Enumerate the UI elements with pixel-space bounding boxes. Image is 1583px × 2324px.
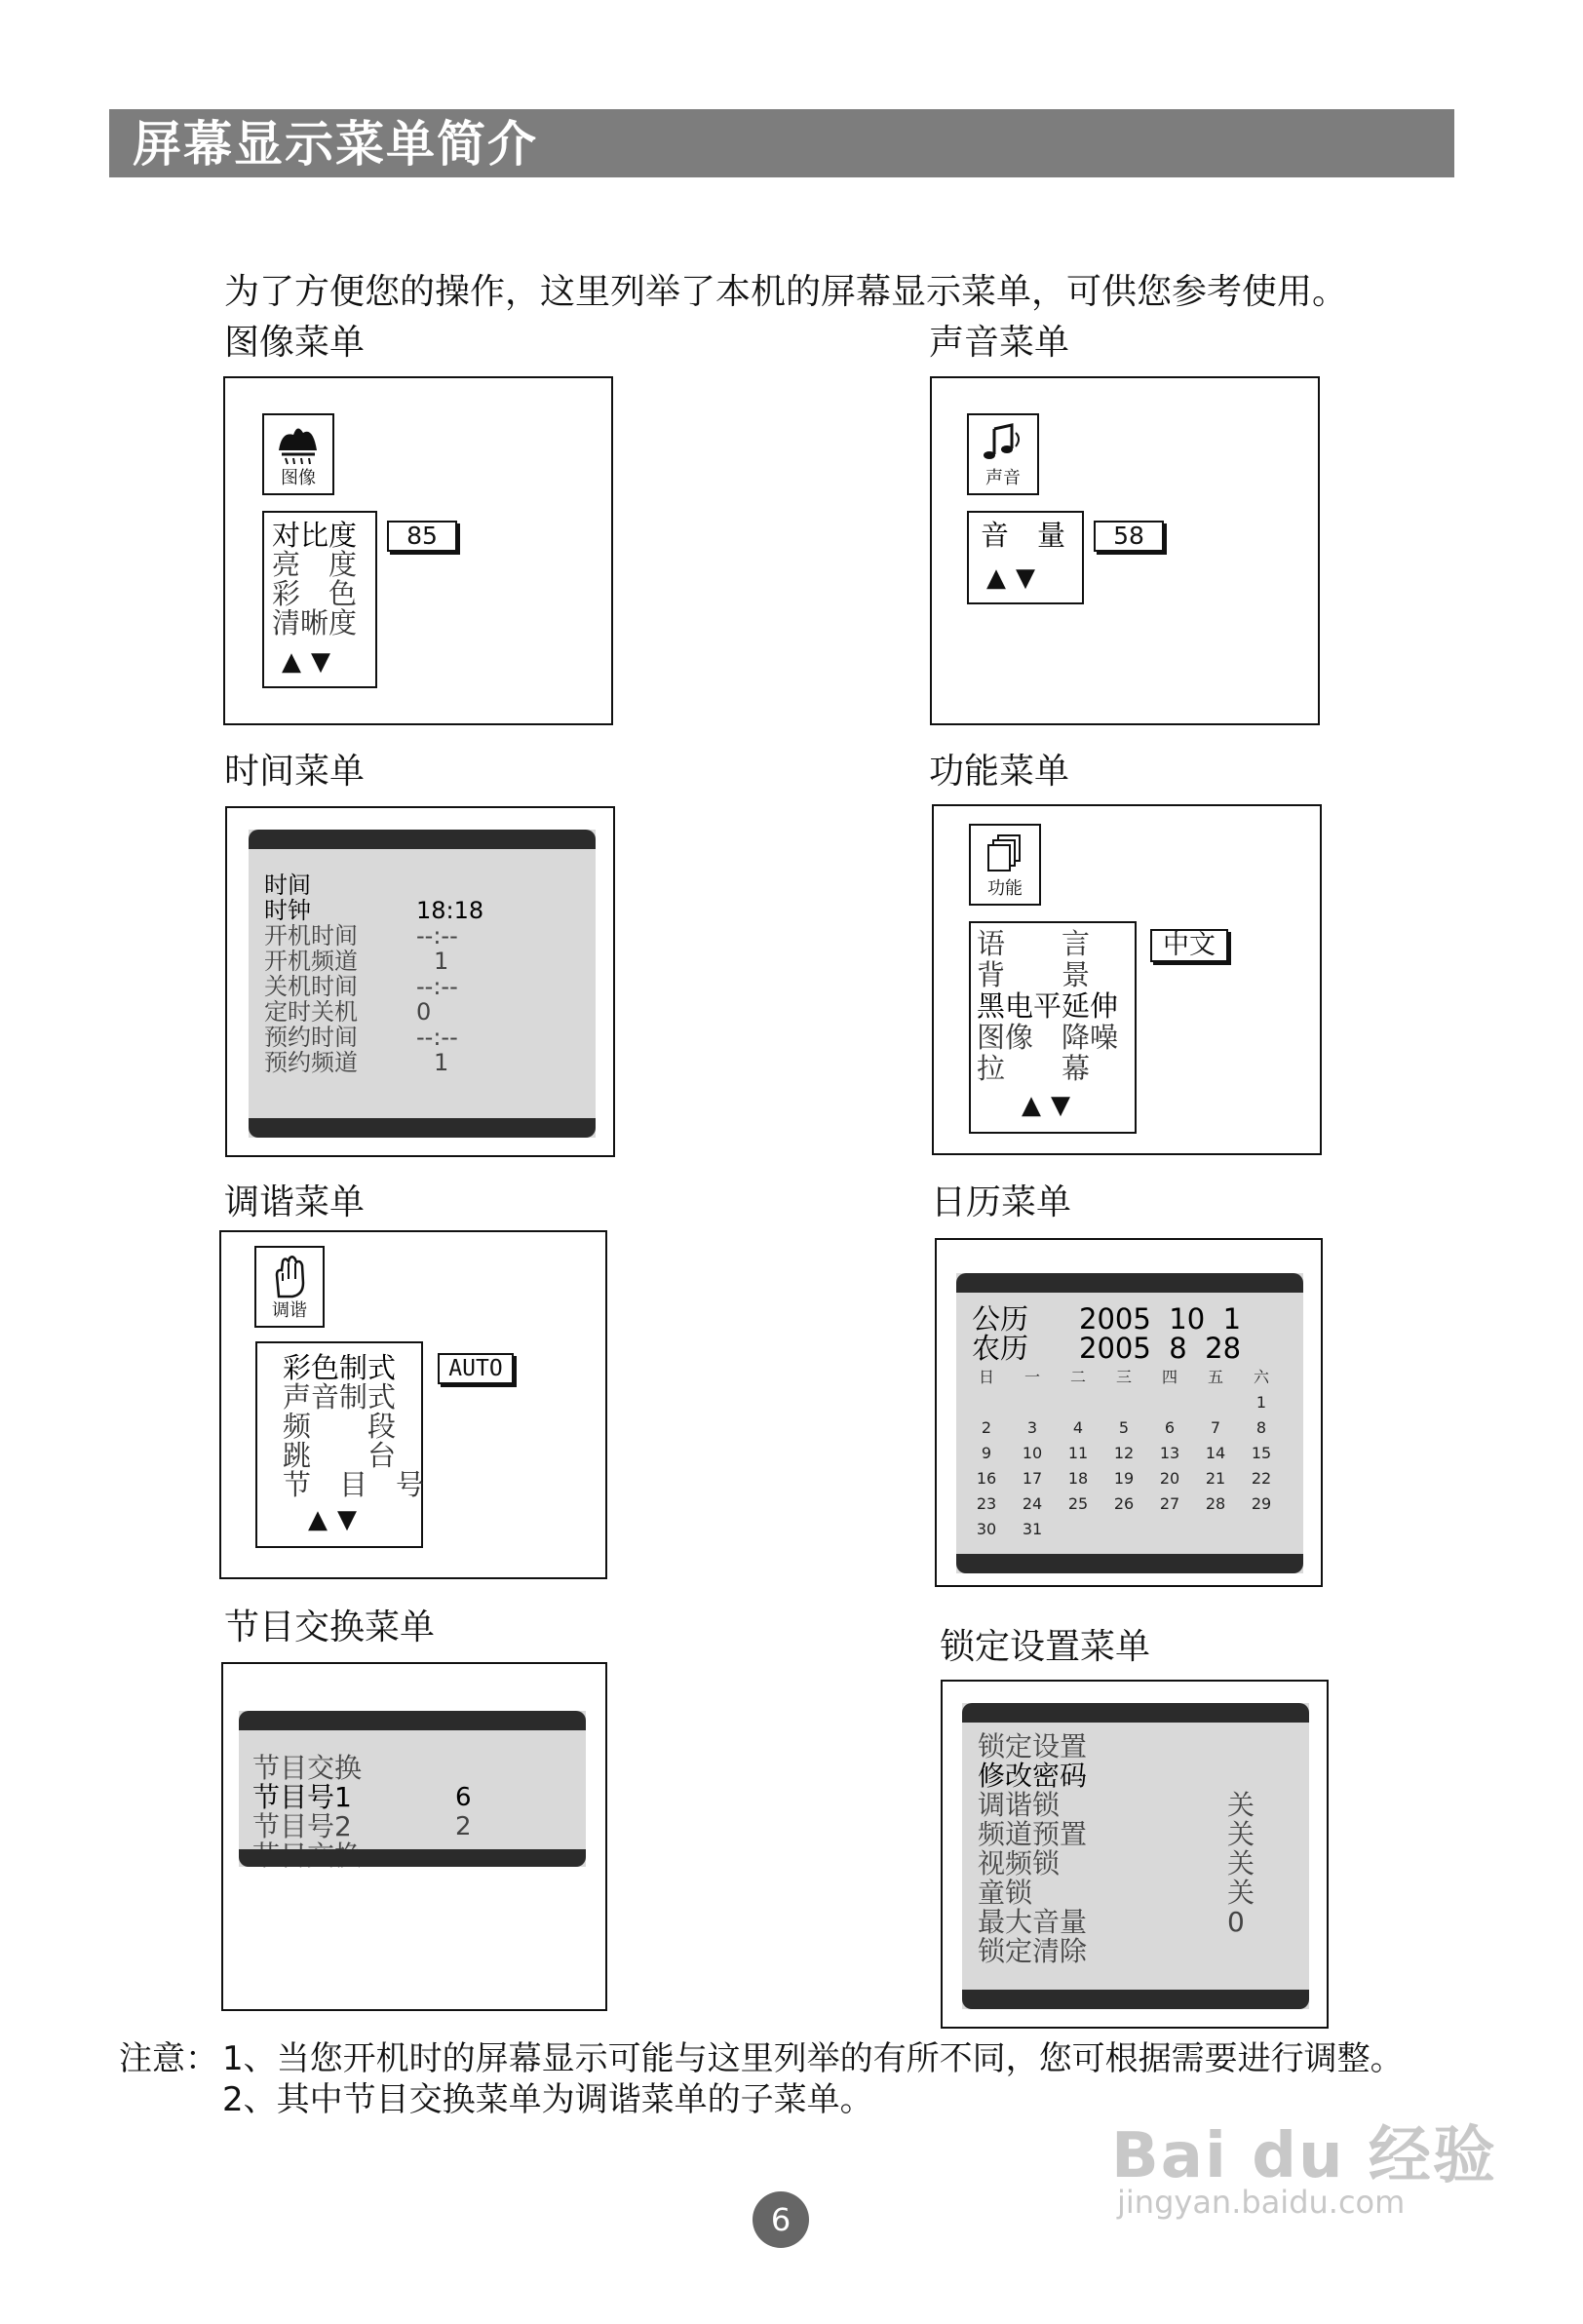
calendar-day: 7 xyxy=(1210,1418,1221,1437)
time-row-value: 0 xyxy=(416,998,432,1026)
calendar-day: 27 xyxy=(1159,1494,1180,1513)
lock-row-label[interactable]: 调谐锁 xyxy=(978,1789,1061,1821)
up-down-arrows-icon[interactable]: ▲▼ xyxy=(282,647,340,677)
solar-date: 2005 10 1 xyxy=(1079,1302,1242,1336)
note-line-2: 2、其中节目交换菜单为调谐菜单的子菜单。 xyxy=(222,2080,873,2119)
pages-icon xyxy=(981,832,1029,878)
up-down-arrows-icon[interactable]: ▲▼ xyxy=(308,1505,367,1534)
panel-top-bar xyxy=(249,830,596,849)
calendar-day: 31 xyxy=(1022,1520,1043,1538)
function-option-list xyxy=(969,921,1137,1134)
sound-icon-box xyxy=(967,413,1039,495)
weekday-label: 一 xyxy=(1023,1368,1040,1386)
sound-value: 58 xyxy=(1094,521,1164,552)
calendar-day: 25 xyxy=(1067,1494,1089,1513)
picture-menu-title: 图像菜单 xyxy=(224,323,366,363)
picture-option[interactable]: 彩 色 xyxy=(272,577,358,610)
calendar-day: 8 xyxy=(1255,1418,1267,1437)
panel-bottom-bar xyxy=(239,1849,586,1867)
calendar-day: 26 xyxy=(1113,1494,1135,1513)
function-option[interactable]: 黑电平延伸 xyxy=(977,989,1119,1023)
calendar-day: 16 xyxy=(976,1469,997,1488)
tuning-option[interactable]: 跳 台 xyxy=(283,1439,397,1472)
watermark-brand: Bai du 经验 xyxy=(1111,2120,1497,2192)
function-option[interactable]: 图像 降噪 xyxy=(977,1021,1119,1054)
calendar-day: 1 xyxy=(1255,1393,1267,1412)
calendar-day: 5 xyxy=(1118,1418,1130,1437)
lock-row-value: 关 xyxy=(1227,1818,1255,1850)
tuning-menu xyxy=(219,1230,607,1579)
calendar-day: 28 xyxy=(1205,1494,1226,1513)
picture-icon-box xyxy=(262,413,334,495)
panel-top-bar xyxy=(962,1703,1309,1723)
tuning-option[interactable]: 频 段 xyxy=(283,1410,397,1443)
page-number: 6 xyxy=(753,2191,809,2248)
lock-row-value: 0 xyxy=(1227,1906,1245,1938)
lock-row-label[interactable]: 最大音量 xyxy=(978,1906,1088,1938)
weekday-label: 四 xyxy=(1161,1368,1178,1386)
weekday-label: 三 xyxy=(1115,1368,1132,1386)
function-icon-box xyxy=(969,824,1041,906)
calendar-day: 23 xyxy=(976,1494,997,1513)
tuning-option-list xyxy=(255,1341,423,1548)
up-down-arrows-icon[interactable]: ▲▼ xyxy=(986,563,1045,593)
calendar-day: 19 xyxy=(1113,1469,1135,1488)
time-row-value: --:-- xyxy=(416,922,458,949)
picture-option[interactable]: 清晰度 xyxy=(272,606,358,639)
time-row-label[interactable]: 定时关机 xyxy=(264,998,358,1026)
sound-menu-title: 声音菜单 xyxy=(929,323,1070,363)
weekday-label: 六 xyxy=(1253,1368,1269,1386)
calendar-day: 12 xyxy=(1113,1444,1135,1462)
swap-row-value: 6 xyxy=(455,1783,472,1812)
time-row-label[interactable]: 开机时间 xyxy=(264,922,358,949)
calendar-day: 22 xyxy=(1251,1469,1272,1488)
weekday-label: 二 xyxy=(1069,1368,1086,1386)
lock-row-label[interactable]: 锁定清除 xyxy=(978,1935,1088,1967)
time-row-label[interactable]: 开机频道 xyxy=(264,948,358,975)
lock-menu xyxy=(941,1680,1329,2029)
picture-icon-label: 图像 xyxy=(281,468,316,488)
lunar-label: 农历 xyxy=(972,1332,1029,1365)
time-menu-title: 时间菜单 xyxy=(224,752,366,792)
calendar-day: 21 xyxy=(1205,1469,1226,1488)
calendar-panel xyxy=(956,1273,1303,1573)
calendar-day: 20 xyxy=(1159,1469,1180,1488)
tuning-icon-label: 调谐 xyxy=(272,1300,307,1321)
lock-row-label[interactable]: 修改密码 xyxy=(978,1760,1088,1792)
time-row-value: 1 xyxy=(434,948,449,975)
picture-menu xyxy=(223,376,613,725)
time-menu xyxy=(225,806,615,1157)
calendar-day: 4 xyxy=(1072,1418,1084,1437)
function-option[interactable]: 语 言 xyxy=(977,927,1091,960)
time-row-label[interactable]: 预约时间 xyxy=(264,1024,358,1051)
time-row-label[interactable]: 预约频道 xyxy=(264,1049,358,1076)
tuning-option[interactable]: 彩色制式 xyxy=(283,1351,397,1384)
section-title: 屏幕显示菜单简介 xyxy=(133,116,538,173)
intro-text: 为了方便您的操作，这里列举了本机的屏幕显示菜单，可供您参考使用。 xyxy=(224,272,1348,312)
sound-menu xyxy=(930,376,1320,725)
note-line-1: 1、当您开机时的屏幕显示可能与这里列举的有所不同，您可根据需要进行调整。 xyxy=(222,2039,1404,2078)
calendar-day: 6 xyxy=(1164,1418,1176,1437)
up-down-arrows-icon[interactable]: ▲▼ xyxy=(1022,1091,1080,1120)
section-header xyxy=(109,109,1454,177)
lunar-date: 2005 8 28 xyxy=(1079,1332,1242,1365)
sound-icon-label: 声音 xyxy=(985,468,1021,488)
time-row-label[interactable]: 关机时间 xyxy=(264,973,358,1000)
sound-option-list xyxy=(967,511,1084,604)
lock-panel xyxy=(962,1703,1309,2009)
function-value: 中文 xyxy=(1150,929,1228,962)
swap-menu xyxy=(221,1662,607,2011)
lock-row-label[interactable]: 频道预置 xyxy=(978,1818,1088,1850)
hand-icon xyxy=(265,1254,314,1300)
function-option[interactable]: 背 景 xyxy=(977,958,1091,991)
picture-option[interactable]: 对比度 xyxy=(272,519,358,552)
calendar-day: 24 xyxy=(1022,1494,1043,1513)
time-row-label[interactable]: 时钟 xyxy=(264,897,311,924)
calendar-day: 2 xyxy=(981,1418,992,1437)
swap-menu-title: 节目交换菜单 xyxy=(224,1607,436,1647)
function-menu xyxy=(932,804,1322,1155)
lock-row-value: 关 xyxy=(1227,1789,1255,1821)
swap-row-label[interactable]: 节目号2 xyxy=(252,1810,352,1842)
calendar-menu xyxy=(935,1238,1323,1587)
tuning-option[interactable]: 声音制式 xyxy=(283,1380,397,1414)
calendar-day: 10 xyxy=(1022,1444,1043,1462)
time-row-value: --:-- xyxy=(416,1024,458,1051)
music-note-icon xyxy=(979,421,1027,468)
weekday-label: 五 xyxy=(1207,1368,1223,1386)
function-icon-label: 功能 xyxy=(987,878,1023,899)
function-menu-title: 功能菜单 xyxy=(929,752,1070,792)
lock-row-label[interactable]: 童锁 xyxy=(978,1877,1033,1909)
swap-row-label[interactable]: 节目号1 xyxy=(252,1781,352,1813)
lock-menu-title: 锁定设置菜单 xyxy=(940,1627,1151,1667)
swap-row-value: 2 xyxy=(455,1812,472,1841)
lock-row-value: 关 xyxy=(1227,1877,1255,1909)
calendar-day: 18 xyxy=(1067,1469,1089,1488)
lock-row-value: 关 xyxy=(1227,1847,1255,1879)
calendar-day: 17 xyxy=(1022,1469,1043,1488)
time-row-value: --:-- xyxy=(416,973,458,1000)
picture-value: 85 xyxy=(387,521,457,552)
tuning-icon-box xyxy=(254,1246,325,1328)
solar-label: 公历 xyxy=(972,1302,1029,1336)
lock-row-label[interactable]: 视频锁 xyxy=(978,1847,1061,1879)
panel-bottom-bar xyxy=(956,1554,1303,1573)
tuning-menu-title: 调谐菜单 xyxy=(224,1182,366,1222)
weekday-label: 日 xyxy=(978,1368,994,1386)
lock-heading: 锁定设置 xyxy=(978,1730,1088,1762)
calendar-day: 11 xyxy=(1067,1444,1089,1462)
panel-bottom-bar xyxy=(962,1990,1309,2009)
calendar-day: 29 xyxy=(1251,1494,1272,1513)
calendar-day: 14 xyxy=(1205,1444,1226,1462)
calendar-day: 30 xyxy=(976,1520,997,1538)
calendar-day: 3 xyxy=(1026,1418,1038,1437)
time-panel xyxy=(249,830,596,1138)
swap-heading: 节目交换 xyxy=(252,1752,363,1784)
watermark-url: jingyan.baidu.com xyxy=(1117,2184,1406,2221)
time-row-value: 1 xyxy=(434,1049,449,1076)
panel-top-bar xyxy=(956,1273,1303,1293)
picture-option-list xyxy=(262,511,377,688)
calendar-day: 9 xyxy=(981,1444,992,1462)
calendar-day: 15 xyxy=(1251,1444,1272,1462)
panel-top-bar xyxy=(239,1711,586,1730)
picture-icon xyxy=(274,421,323,468)
panel-bottom-bar xyxy=(249,1118,596,1138)
sound-option[interactable]: 音 量 xyxy=(981,519,1066,552)
tuning-value: AUTO xyxy=(438,1353,514,1384)
calendar-menu-title: 日历菜单 xyxy=(931,1182,1072,1222)
picture-option[interactable]: 亮 度 xyxy=(272,548,358,581)
time-row-value: 18:18 xyxy=(416,897,484,924)
tuning-option[interactable]: 节 目 号 xyxy=(283,1468,425,1501)
function-option[interactable]: 拉 幕 xyxy=(977,1052,1091,1085)
calendar-day: 13 xyxy=(1159,1444,1180,1462)
note-prefix: 注意： xyxy=(119,2039,218,2078)
time-heading: 时间 xyxy=(264,872,311,899)
swap-panel xyxy=(239,1711,586,1867)
